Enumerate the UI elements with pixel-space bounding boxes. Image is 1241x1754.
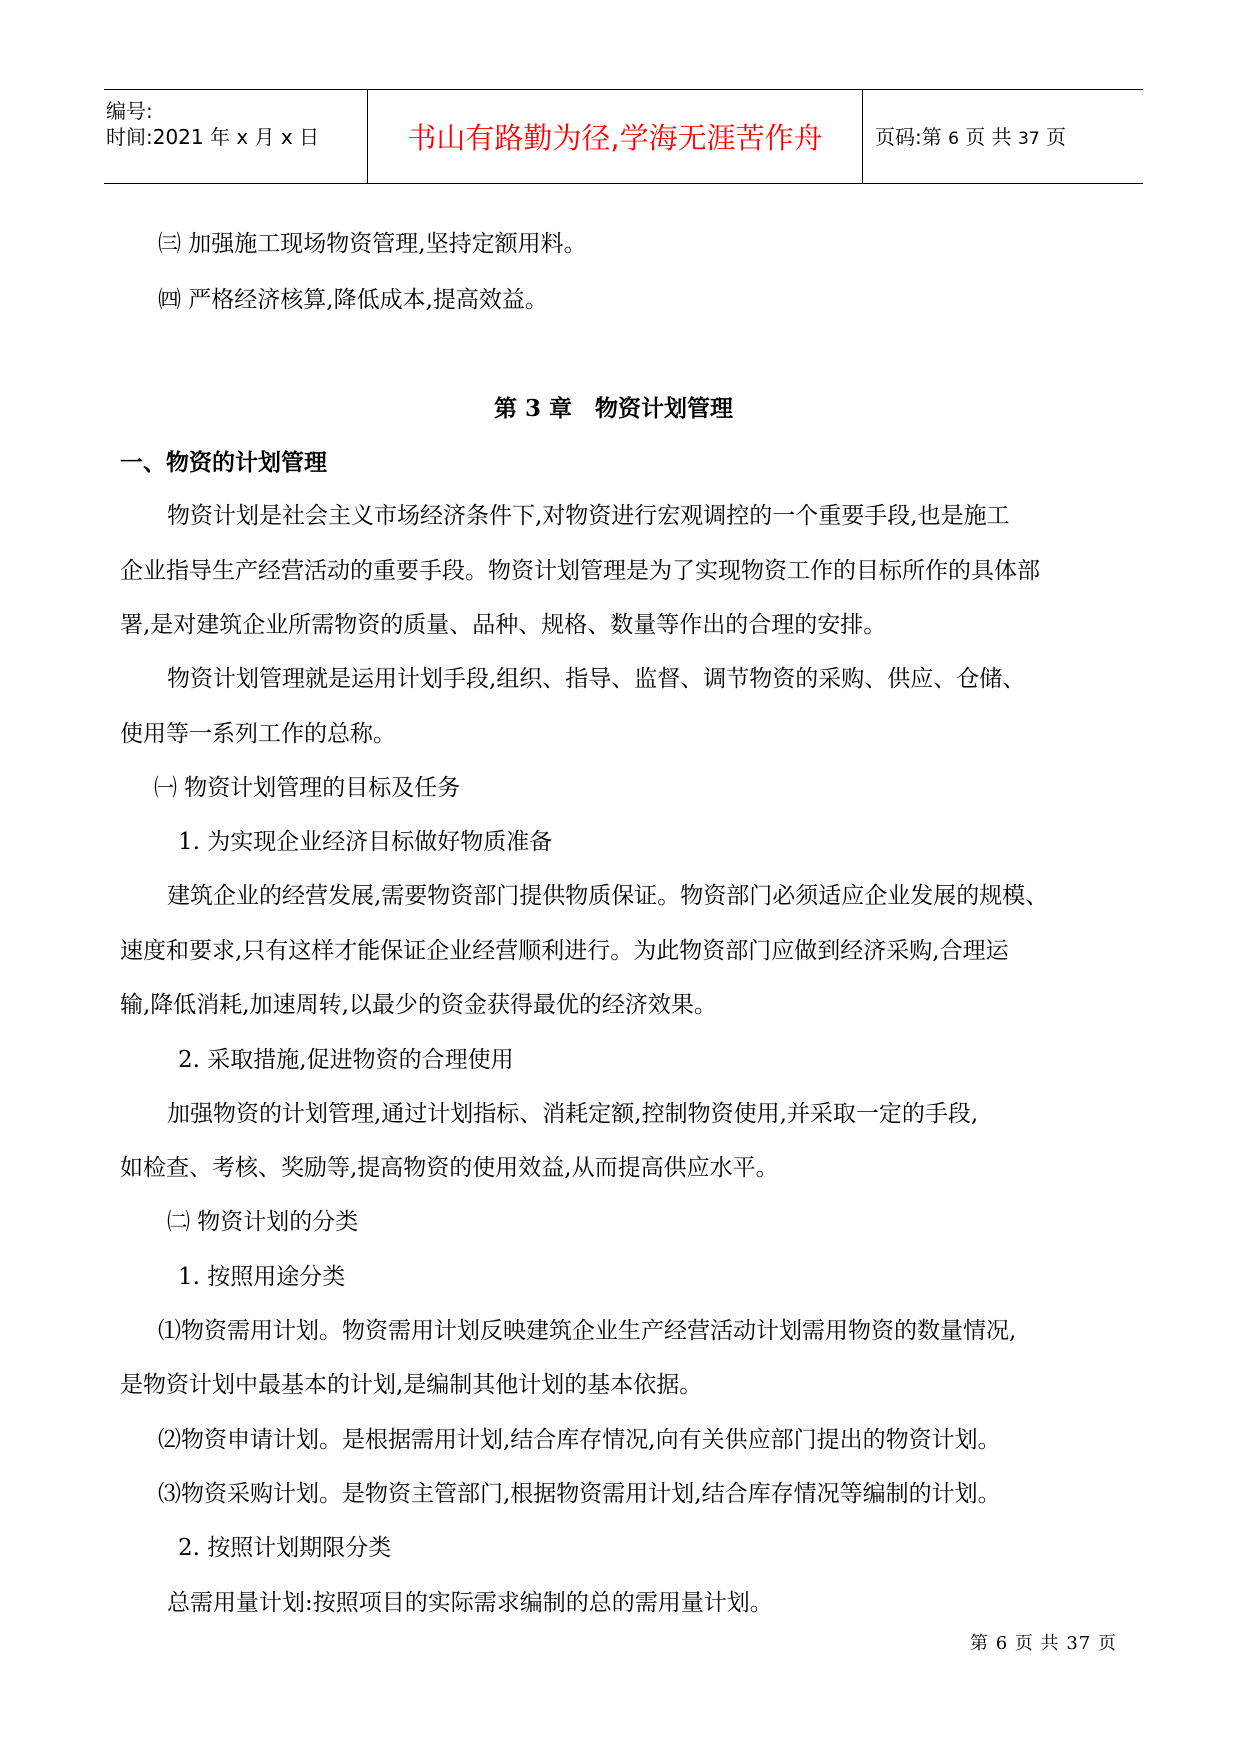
page-code-current: 6 <box>948 129 959 149</box>
subsection-heading: ㈡ 物资计划的分类 <box>167 1209 359 1235</box>
paragraph-line: 使用等一系列工作的总称。 <box>120 721 396 747</box>
list-item: ㈢ 加强施工现场物资管理,坚持定额用料。 <box>158 231 587 257</box>
paragraph-line: ⑶物资采购计划。是物资主管部门,根据物资需用计划,结合库存情况等编制的计划。 <box>158 1481 1001 1507</box>
paragraph-line: 物资计划是社会主义市场经济条件下,对物资进行宏观调控的一个重要手段,也是施工 <box>167 503 1010 529</box>
paragraph-line: 速度和要求,只有这样才能保证企业经营顺利进行。为此物资部门应做到经济采购,合理运 <box>120 938 1009 964</box>
header-left-cell <box>104 90 368 183</box>
paragraph-line: 总需用量计划:按照项目的实际需求编制的总的需用量计划。 <box>167 1590 773 1616</box>
page-code-prefix: 页码:第 <box>875 125 942 149</box>
document-time-label: 时间:2021 年 x 月 x 日 <box>106 125 320 149</box>
page-code-total: 37 <box>1018 129 1040 149</box>
numbered-heading: 1. 为实现企业经济目标做好物质准备 <box>178 829 553 855</box>
header-motto: 书山有路勤为径,学海无涯苦作舟 <box>407 121 823 155</box>
subsection-heading: ㈠ 物资计划管理的目标及任务 <box>154 775 461 801</box>
paragraph-line: ⑴物资需用计划。物资需用计划反映建筑企业生产经营活动计划需用物资的数量情况, <box>158 1318 1017 1344</box>
header-motto-cell <box>368 90 863 183</box>
list-item: ㈣ 严格经济核算,降低成本,提高效益。 <box>158 287 548 313</box>
numbered-heading: 1. 按照用途分类 <box>178 1264 346 1290</box>
header-page-code-cell <box>863 90 1143 183</box>
page-footer: 第 6 页 共 37 页 <box>970 1633 1117 1654</box>
paragraph-line: ⑵物资申请计划。是根据需用计划,结合库存情况,向有关供应部门提出的物资计划。 <box>158 1427 1001 1453</box>
paragraph-line: 加强物资的计划管理,通过计划指标、消耗定额,控制物资使用,并采取一定的手段, <box>167 1101 979 1127</box>
page-header <box>104 89 1143 184</box>
paragraph-line: 建筑企业的经营发展,需要物资部门提供物质保证。物资部门必须适应企业发展的规模、 <box>167 883 1049 909</box>
paragraph-line: 企业指导生产经营活动的重要手段。物资计划管理是为了实现物资工作的目标所作的具体部 <box>120 558 1040 584</box>
chapter-title: 第 3 章 物资计划管理 <box>494 395 734 422</box>
paragraph-line: 物资计划管理就是运用计划手段,组织、指导、监督、调节物资的采购、供应、仓储、 <box>167 666 1026 692</box>
numbered-heading: 2. 采取措施,促进物资的合理使用 <box>178 1047 514 1073</box>
section-heading: 一、物资的计划管理 <box>120 449 327 476</box>
header-page-code <box>875 121 1066 150</box>
paragraph-line: 是物资计划中最基本的计划,是编制其他计划的基本依据。 <box>120 1372 703 1398</box>
numbered-heading: 2. 按照计划期限分类 <box>178 1535 392 1561</box>
page-code-suffix: 页 <box>1046 125 1067 149</box>
paragraph-line: 如检查、考核、奖励等,提高物资的使用效益,从而提高供应水平。 <box>120 1155 779 1181</box>
document-number-label: 编号: <box>106 99 153 123</box>
paragraph-line: 输,降低消耗,加速周转,以最少的资金获得最优的经济效果。 <box>120 992 717 1018</box>
page-code-mid: 页 共 <box>965 125 1012 149</box>
paragraph-line: 署,是对建筑企业所需物资的质量、品种、规格、数量等作出的合理的安排。 <box>120 612 887 638</box>
